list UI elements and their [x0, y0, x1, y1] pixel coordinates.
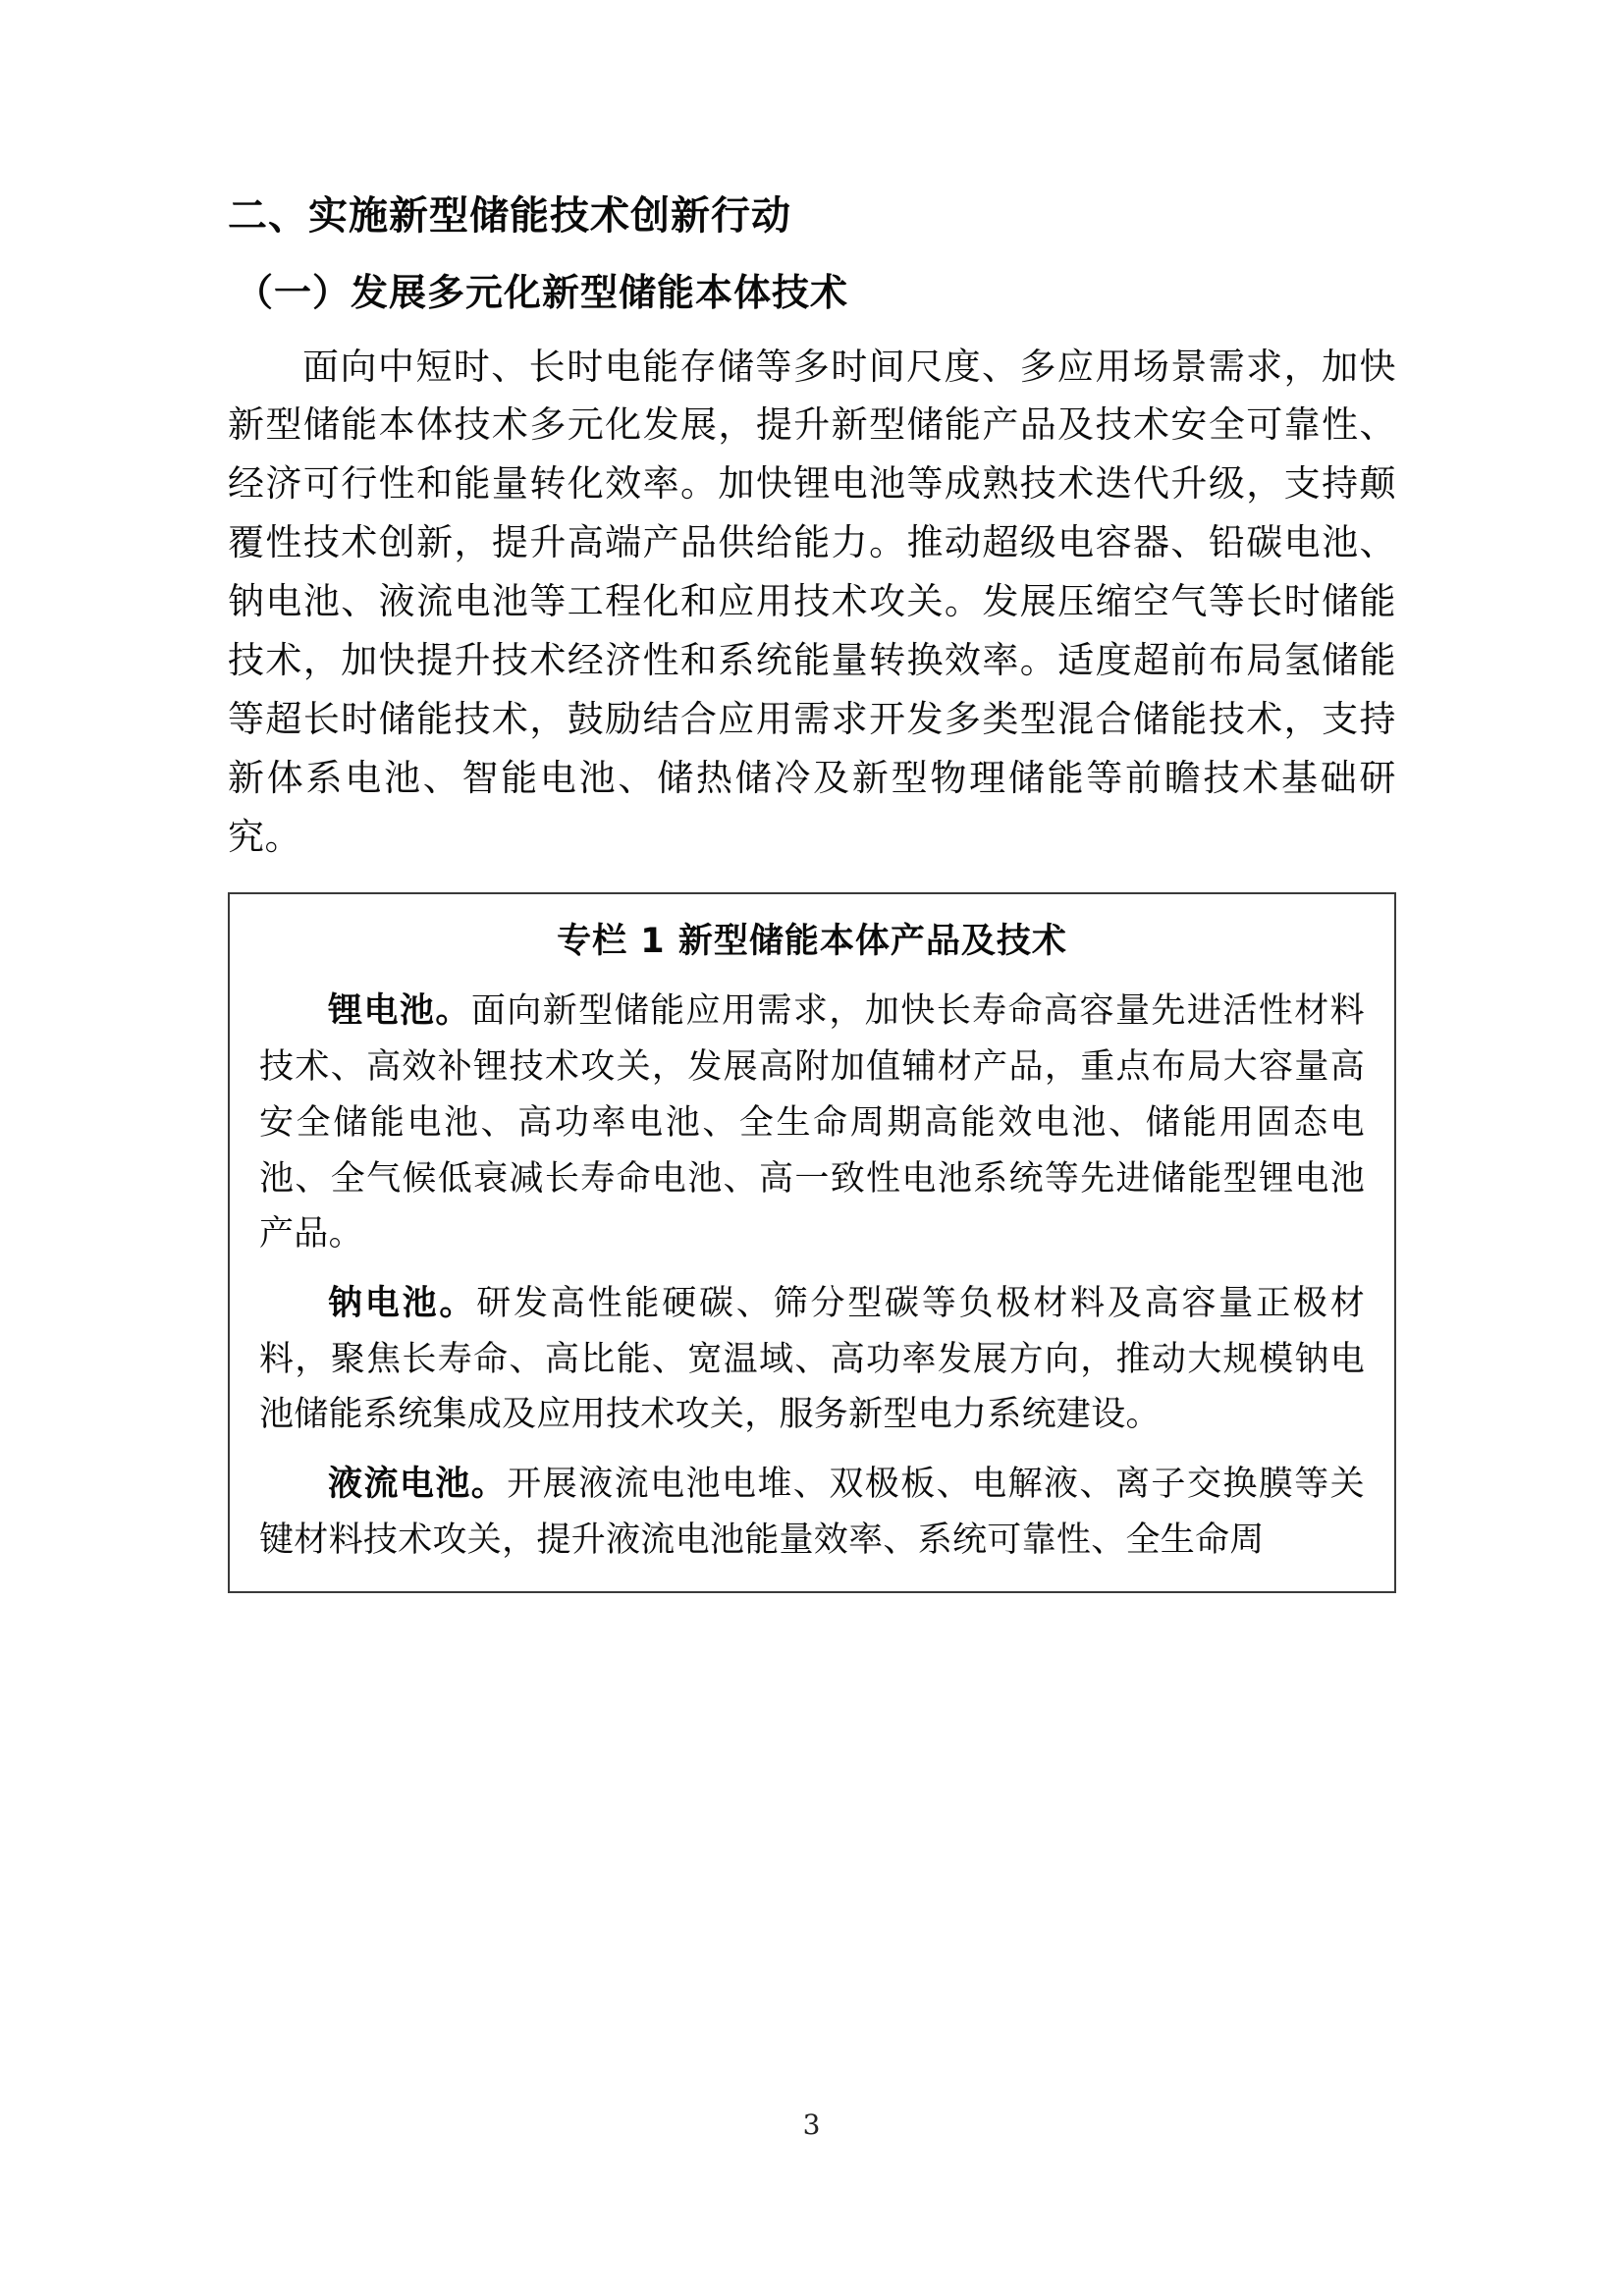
body-paragraph: 面向中短时、长时电能存储等多时间尺度、多应用场景需求，加快新型储能本体技术多元化发展，提升新型储能产品及技术安全可靠性、经济可行性和能量转化效率。加快锂电池等成熟技术迭代升级，支持颠覆性技术创新，提升高端产品供给能力。推动超级电容器、铅碳电池、钠电池、液流电池等工程化和应用技术攻关。发展压缩空气等长时储能技术，加快提升技术经济性和系统能量转换效率。适度超前布局氢储能等超长时储能技术，鼓励结合应用需求开发多类型混合储能技术，支持新体系电池、智能电池、储热储冷及新型物理储能等前瞻技术基础研究。: [228, 345, 1396, 858]
callout-item-lead: 钠电池。: [328, 1283, 477, 1323]
callout-item: [259, 1276, 1365, 1443]
callout-title: 专栏 1 新型储能本体产品及技术: [557, 921, 1067, 961]
callout-item: [259, 1457, 1365, 1568]
callout-box: [228, 892, 1396, 1593]
callout-item-text: 面向新型储能应用需求，加快长寿命高容量先进活性材料技术、高效补锂技术攻关，发展高附加值辅材产品，重点布局大容量高安全储能电池、高功率电池、全生命周期高能效电池、储能用固态电池、全气候低衰减长寿命电池、高一致性电池系统等先进储能型锂电池产品。: [259, 991, 1365, 1255]
subsection-heading: （一）发展多元化新型储能本体技术: [236, 270, 849, 314]
callout-item-text: 研发高性能硬碳、筛分型碳等负极材料及高容量正极材料，聚焦长寿命、高比能、宽温域、高功率发展方向，推动大规模钠电池储能系统集成及应用技术攻关，服务新型电力系统建设。: [259, 1283, 1366, 1435]
callout-item-lead: 锂电池。: [328, 991, 471, 1032]
page-number: 3: [802, 2109, 821, 2141]
callout-item-text: 开展液流电池电堆、双极板、电解液、离子交换膜等关键材料技术攻关，提升液流电池能量效率、系统可靠性、全生命周: [259, 1464, 1365, 1560]
callout-item-lead: 液流电池。: [328, 1464, 508, 1504]
page-content: [228, 192, 1396, 1593]
section-heading: 二、实施新型储能技术创新行动: [228, 193, 791, 239]
callout-item: [259, 984, 1365, 1261]
